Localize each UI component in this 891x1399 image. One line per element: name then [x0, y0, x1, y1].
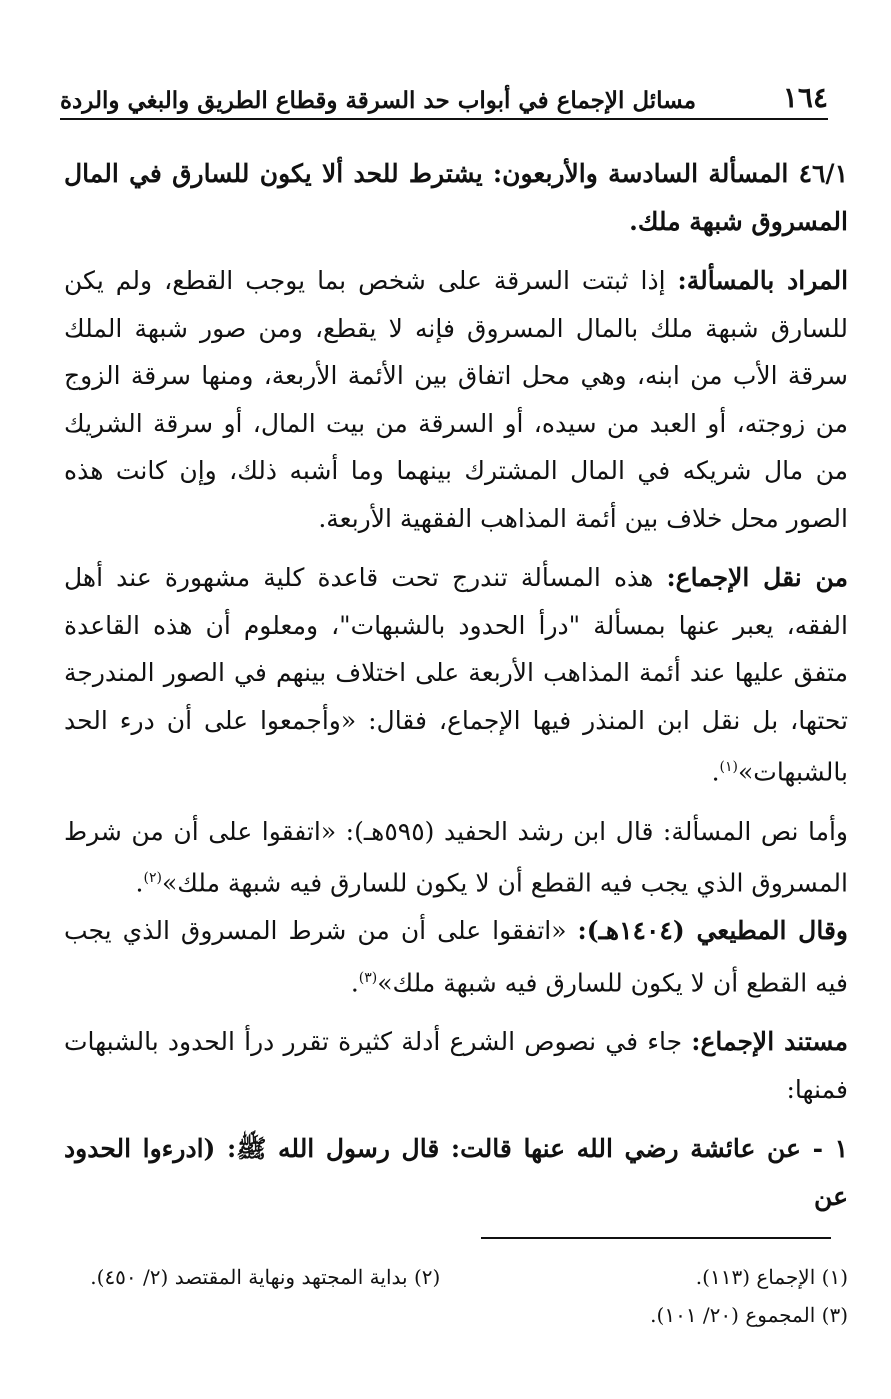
basis-text: جاء في نصوص الشرع أدلة كثيرة تقرر درأ الحدود بالشبهات فمنها:: [64, 1027, 848, 1104]
footnote-row: [64, 1258, 848, 1296]
issue-number: ٤٦/١: [798, 159, 848, 188]
text-2: «اتفقوا على أن من شرط المسروق الذي يجب فيه القطع أن لا يكون للسارق فيه شبهة ملك»: [64, 916, 848, 997]
issue-title: المسألة السادسة والأربعون: يشترط للحد ألا يكون للسارق في المال المسروق شبهة ملك.: [64, 159, 848, 236]
text-1-paragraph: وأما نص المسألة: قال ابن رشد الحفيد (٥٩٥هـ): «اتفقوا على أن من شرط المسروق الذي يجب فيه القطع أن لا يكون للسارق فيه شبهة ملك»$^{(٢)}$. وقال المطيعي (١٤٠٤هـ): «اتفقوا على أن من شرط المسروق الذي يجب فيه القطع أن لا يكون للسارق فيه شبهة ملك»$^{(٣)}$.: [64, 816, 848, 997]
footnote-3: (٣) المجموع (٢٠/ ١٠١).: [650, 1303, 848, 1327]
running-title: مسائل الإجماع في أبواب حد السرقة وقطاع الطريق والبغي والردة: [60, 87, 697, 114]
text-2-label: وقال المطيعي (١٤٠٤هـ):: [577, 916, 848, 946]
issue-heading: [64, 150, 848, 245]
transmitters-paragraph: من نقل الإجماع: هذه المسألة تندرج تحت قاعدة كلية مشهورة عند أهل الفقه، يعبر عنها بمسألة "درأ الحدود بالشبهات"، ومعلوم أن هذه القاعدة متفق عليها عند أئمة المذاهب الأربعة على اختلاف بينهم في الصور المندرجة تحتها، بل نقل ابن المنذر فيها الإجماع، فقال: «وأجمعوا على أن درء الحد بالشبهات»$^{(١)}$.: [64, 563, 848, 787]
meaning-text: إذا ثبتت السرقة على شخص بما يوجب القطع، ولم يكن للسارق شبهة ملك بالمال المسروق فإنه لا يقطع، ومن صور شبهة الملك سرقة الأب من ابنه، وهي محل اتفاق بين الأئمة الأربعة، ومنها سرقة الزوج من زوجته، أو العبد من سيده، أو السرقة من بيت المال، أو سرقة الشريك من مال شريكه في المال المشترك بينهما وما أشبه ذلك، وإن كانت هذه الصور محل خلاف بين أئمة المذاهب الفقهية الأربعة.: [64, 266, 848, 533]
transmitters-label: من نقل الإجماع:: [666, 563, 848, 592]
text-1: وأما نص المسألة: قال ابن رشد الحفيد (٥٩٥هـ): «اتفقوا على أن من شرط المسروق الذي يجب فيه القطع أن لا يكون للسارق فيه شبهة ملك»: [64, 816, 848, 898]
footnotes: [64, 1258, 848, 1334]
footnote-ref-3: (٣): [358, 969, 378, 986]
main-text: [64, 150, 848, 1232]
page-header: [60, 80, 828, 120]
footnote-1: (١) الإجماع (١١٣).: [695, 1265, 848, 1289]
evidence-1: ١ - عن عائشة رضي الله عنها قالت: قال رسول الله ﷺ: (ادرءوا الحدود عن: [64, 1134, 848, 1211]
page-number: ١٦٤: [782, 81, 828, 114]
transmitters-text: هذه المسألة تندرج تحت قاعدة كلية مشهورة عند أهل الفقه، يعبر عنها بمسألة "درأ الحدود بالشبهات"، ومعلوم أن هذه القاعدة متفق عليها عند أئمة المذاهب الأربعة على اختلاف بينهم في الصور المندرجة تحتها، بل نقل ابن المنذر فيها الإجماع، فقال: «وأجمعوا على أن درء الحد بالشبهات»: [64, 563, 848, 787]
footnote-separator: [481, 1237, 831, 1239]
basis-label: مستند الإجماع:: [691, 1027, 848, 1057]
meaning-paragraph: [64, 257, 848, 542]
footnote-ref-2: (٢): [143, 870, 162, 887]
footnote-ref-1: (١): [719, 759, 738, 775]
meaning-label: المراد بالمسألة:: [677, 266, 849, 295]
footnote-2: (٢) بداية المجتهد ونهاية المقتصد (٢/ ٤٥٠).: [90, 1265, 441, 1289]
basis-paragraph: [64, 1018, 848, 1113]
